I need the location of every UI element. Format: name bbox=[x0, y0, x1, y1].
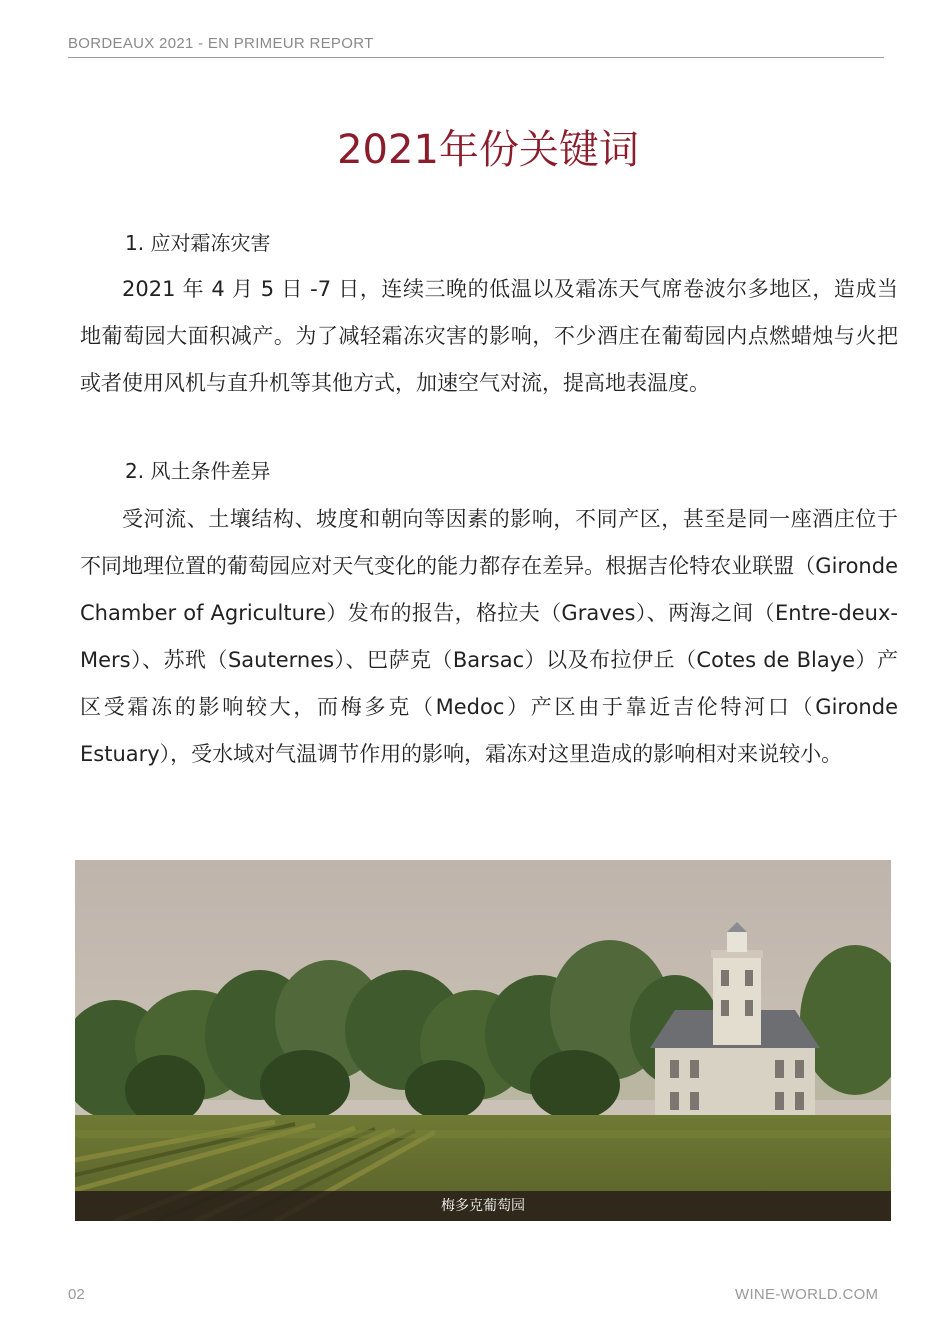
running-header bbox=[68, 33, 884, 58]
section-heading-frost: 1. 应对霜冻灾害 bbox=[125, 231, 271, 255]
running-title: BORDEAUX 2021 - EN PRIMEUR REPORT bbox=[68, 35, 374, 52]
page-title: 2021年份关键词 bbox=[337, 127, 639, 173]
section-paragraph-terroir: 受河流、土壤结构、坡度和朝向等因素的影响，不同产区，甚至是同一座酒庄位于不同地理位置的葡萄园应对天气变化的能力都存在差异。根据吉伦特农业联盟（Gironde Chamber of Agriculture）发布的报告，格拉夫（Graves）、两海之间（Entre-deux-Mers）、苏玳（Sauternes）、巴萨克（Barsac）以及布拉伊丘（Cotes de Blaye）产区受霜冻的影响较大，而梅多克（Medoc）产区由于靠近吉伦特河口（Gironde Estuary），受水域对气温调节作用的影响，霜冻对这里造成的影响相对来说较小。 bbox=[80, 507, 898, 766]
site-name: WINE-WORLD.COM bbox=[735, 1286, 879, 1303]
section-heading-terroir: 2. 风土条件差异 bbox=[125, 459, 271, 483]
medoc-vineyard-photo bbox=[75, 860, 891, 1221]
vineyard-illustration bbox=[75, 860, 891, 1221]
section-paragraph-frost: 2021 年 4 月 5 日 -7 日，连续三晚的低温以及霜冻天气席卷波尔多地区，造成当地葡萄园大面积减产。为了减轻霜冻灾害的影响，不少酒庄在葡萄园内点燃蜡烛与火把或者使用风机与直升机等其他方式，加速空气对流，提高地表温度。 bbox=[80, 277, 898, 395]
photo-caption: 梅多克葡萄园 bbox=[75, 1191, 891, 1221]
page-number: 02 bbox=[68, 1286, 85, 1303]
